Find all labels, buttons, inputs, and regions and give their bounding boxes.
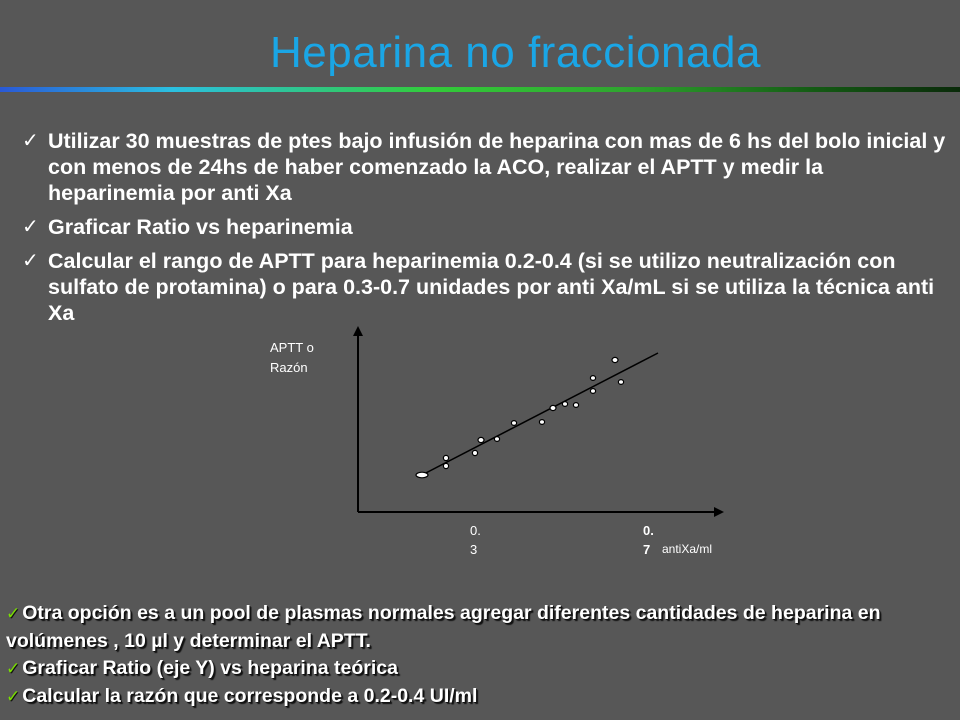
checkmark-icon: ✓ (6, 604, 21, 624)
bottom-bullet-item (6, 683, 956, 711)
data-point (511, 421, 516, 426)
bullet-text: Utilizar 30 muestras de ptes bajo infusión de heparina con mas de 6 hs del bolo inicial y con menos de 24hs de haber comenzado la ACO, realizar el APTT y medir la heparinemia por anti Xa (48, 129, 946, 205)
slide-title: Heparina no fraccionada (270, 28, 761, 77)
data-point (494, 437, 499, 442)
bullet-item (14, 248, 954, 326)
checkmark-icon: ✓ (22, 128, 39, 152)
data-point (618, 380, 623, 385)
bottom-bullet-item (6, 600, 956, 655)
x-tick-right-line1: 0. (643, 523, 654, 538)
y-axis-label-line2: Razón (270, 360, 308, 375)
y-axis-label-line1: APTT o (270, 340, 314, 355)
data-point (539, 420, 544, 425)
data-points (416, 357, 624, 477)
data-point (550, 405, 556, 410)
data-point (472, 450, 477, 455)
data-point (590, 389, 595, 394)
x-tick-right-line2: 7 (643, 542, 651, 557)
x-axis-label: antiXa/ml (662, 542, 713, 556)
checkmark-icon: ✓ (6, 659, 21, 679)
x-tick-left-line2: 3 (470, 542, 478, 557)
bullet-item (14, 128, 954, 206)
title-divider (0, 87, 960, 92)
bullet-text: Graficar Ratio vs heparinemia (48, 215, 353, 239)
data-point (443, 463, 448, 468)
data-point (478, 437, 484, 442)
bullet-text: Calcular el rango de APTT para heparinemia 0.2-0.4 (si se utilizo neutralización con sulfato de protamina) o para 0.3-0.7 unidades por anti Xa/mL si se utiliza la técnica anti Xa (48, 249, 935, 325)
checkmark-icon: ✓ (6, 687, 21, 707)
x-tick-left-line1: 0. (470, 523, 481, 538)
checkmark-icon: ✓ (22, 248, 39, 272)
trend-line (420, 353, 658, 476)
data-point (562, 402, 567, 407)
bottom-bullet-text: Graficar Ratio (eje Y) vs heparina teórica (22, 657, 398, 679)
bottom-bullet-text: Calcular la razón que corresponde a 0.2-0.4 UI/ml (22, 685, 478, 707)
data-point (612, 357, 618, 362)
checkmark-icon: ✓ (22, 214, 39, 238)
bullet-item (14, 214, 954, 240)
bottom-bullet-text: Otra opción es a un pool de plasmas normales agregar diferentes cantidades de heparina en volúmenes , 10 µl y determinar el APTT. (6, 602, 881, 652)
bottom-bullet-item (6, 655, 956, 683)
data-point (416, 472, 428, 478)
bullet-list (14, 128, 954, 334)
y-axis-arrow (353, 326, 363, 336)
data-point (443, 455, 448, 460)
x-axis-arrow (714, 507, 724, 517)
scatter-chart (260, 320, 740, 560)
data-point (573, 403, 578, 408)
bottom-bullet-list (6, 600, 956, 711)
data-point (590, 376, 595, 381)
